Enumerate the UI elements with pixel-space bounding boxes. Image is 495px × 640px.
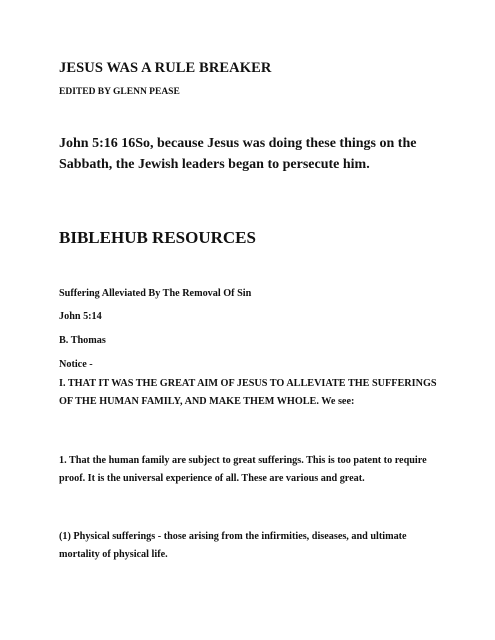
scripture-reference: John 5:14 <box>59 311 102 322</box>
document-title: JESUS WAS A RULE BREAKER <box>59 60 272 76</box>
point-one: I. THAT IT WAS THE GREAT AIM OF JESUS TO ALLEVIATE THE SUFFERINGS OF THE HUMAN FAMILY, AND MAKE THEM WHOLE. We see: <box>59 378 437 407</box>
editor-credit: EDITED BY GLENN PEASE <box>59 87 180 97</box>
paragraph-one: 1. That the human family are subject to great sufferings. This is too patent to require proof. It is the universal experience of all. These are various and great. <box>59 455 427 484</box>
paragraph-two: (1) Physical sufferings - those arising from the infirmities, diseases, and ultimate mortality of physical life. <box>59 531 407 560</box>
scripture-verse: John 5:16 16So, because Jesus was doing these things on the Sabbath, the Jewish leaders began to persecute him. <box>59 136 417 172</box>
section-heading: BIBLEHUB RESOURCES <box>59 228 256 247</box>
notice-label: Notice - <box>59 359 93 370</box>
sermon-title: Suffering Alleviated By The Removal Of Sin <box>59 288 252 299</box>
author-name: B. Thomas <box>59 335 106 346</box>
